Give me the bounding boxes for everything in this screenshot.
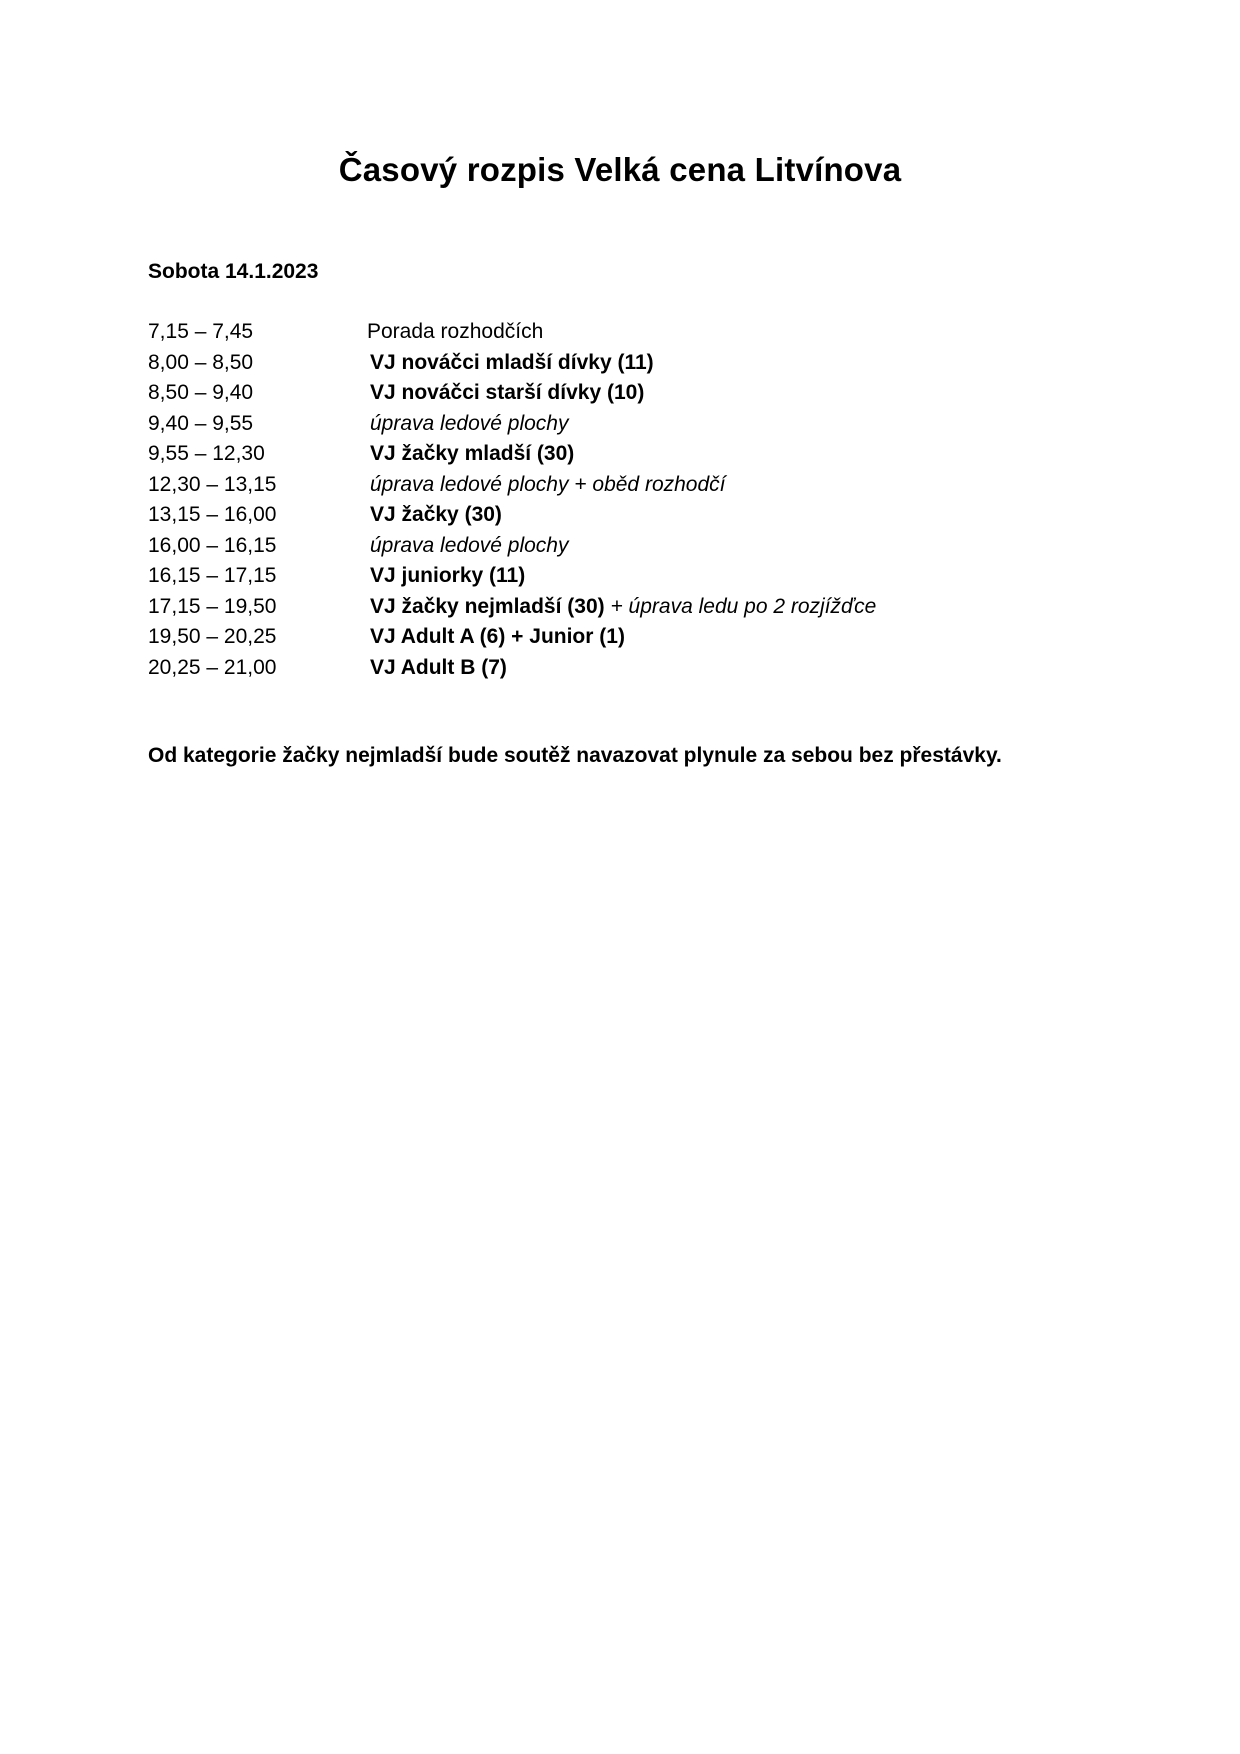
activity [370,531,568,562]
activity [370,653,507,684]
activity [367,317,543,348]
activity-note: + úprava ledu po 2 rozjížďce [604,594,877,618]
activity-text: VJ žačky nejmladší (30) [370,594,605,618]
activity [370,378,644,409]
schedule-row [148,348,1148,379]
schedule-row [148,592,1148,623]
activity [370,561,525,592]
time-slot: 20,25 – 21,00 [148,655,277,679]
schedule-row [148,409,1148,440]
time-slot: 8,50 – 9,40 [148,381,254,404]
activity [370,500,502,531]
activity [370,622,625,653]
schedule-row [148,561,1148,592]
activity [370,470,726,501]
activity-text: VJ nováčci starší dívky (10) [370,381,645,404]
schedule-row [148,500,1148,531]
schedule-row [148,439,1148,470]
activity-text: úprava ledové plochy [370,411,569,435]
time-slot: 17,15 – 19,50 [148,594,277,618]
activity [370,348,654,379]
time-slot: 19,50 – 20,25 [148,625,277,648]
activity-text: VJ Adult B (7) [370,655,507,679]
time-slot: 16,00 – 16,15 [148,533,277,557]
day-heading: Sobota 14.1.2023 [148,260,319,283]
activity [370,592,876,623]
time-slot: 16,15 – 17,15 [148,564,277,587]
schedule-row [148,531,1148,562]
activity-text: VJ žačky (30) [370,503,502,526]
activity-text: VJ nováčci mladší dívky (11) [370,350,654,374]
time-slot: 13,15 – 16,00 [148,503,277,526]
activity-text: VJ Adult A (6) + Junior (1) [370,625,625,648]
page-title: Časový rozpis Velká cena Litvínova [338,151,902,188]
schedule-row [148,622,1148,653]
activity-text: úprava ledové plochy [370,533,569,557]
activity-text: Porada rozhodčích [367,320,544,343]
time-slot: 8,00 – 8,50 [148,350,254,374]
time-slot: 9,55 – 12,30 [148,442,265,465]
time-slot: 9,40 – 9,55 [148,411,254,435]
time-slot: 7,15 – 7,45 [148,320,254,343]
schedule-row [148,317,1148,348]
schedule-row [148,378,1148,409]
time-slot: 12,30 – 13,15 [148,472,277,496]
activity-text: VJ žačky mladší (30) [370,442,575,465]
schedule-list [148,317,1148,683]
schedule-row [148,470,1148,501]
activity [370,439,574,470]
schedule-row [148,653,1148,684]
footer-note: Od kategorie žačky nejmladší bude soutěž navazovat plynule za sebou bez přestávky. [148,744,1002,767]
activity-text: úprava ledové plochy + oběd rozhodčí [370,472,726,496]
activity [370,409,568,440]
activity-text: VJ juniorky (11) [370,564,526,587]
